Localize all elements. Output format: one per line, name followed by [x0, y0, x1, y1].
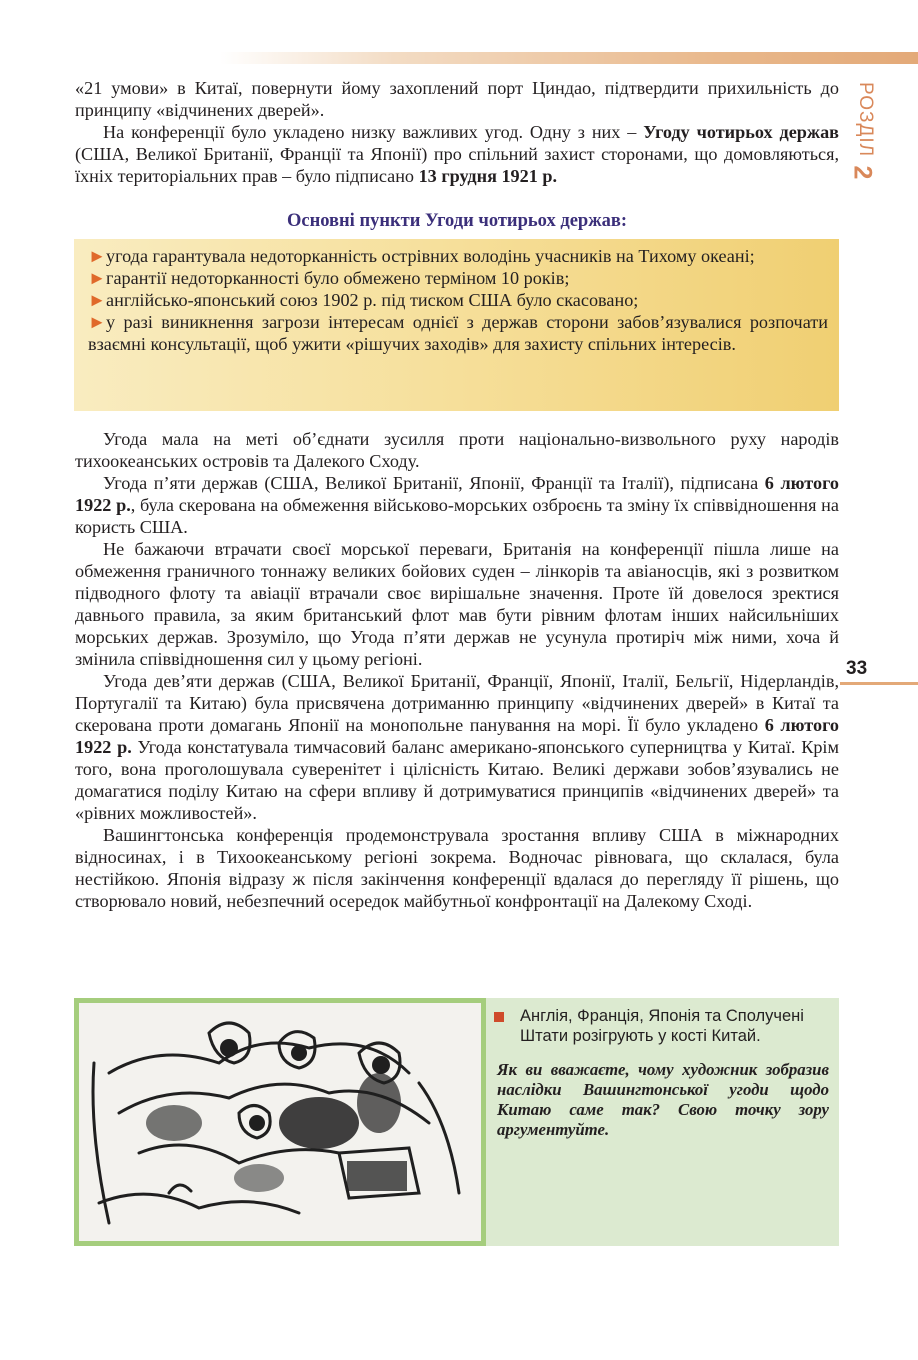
body-p2-text-c: , була скерована на обмеження військово-морських озброєнь та зміну їх співвідношення на користь США.: [75, 495, 839, 537]
key-point-text: гарантії недоторканності було обмежено терміном 10 років;: [106, 268, 570, 288]
body-paragraph-5: Вашингтонська конференція продемонструвала зростання впливу США в міжнародних відносинах, і в Тихоокеанському регіоні зокрема. Водночас рівновага, що склалася, була нестійкою. Японія відразу ж після закінчення конференції вдалася до перегляду її рішень, що створювало новий, небезпечний осередок майбутньої конфронтації на Далекому Сході.: [75, 825, 839, 911]
square-bullet-icon: [494, 1012, 504, 1022]
triangle-bullet-icon: ►: [88, 312, 107, 332]
triangle-bullet-icon: ►: [88, 268, 107, 288]
key-point-item: [88, 311, 828, 355]
key-point-text: угода гарантувала недоторканність острівних володінь учасників на Тихому океані;: [106, 246, 755, 266]
page-number-rule: [840, 682, 918, 685]
body-paragraph-1: Угода мала на меті об’єднати зусилля проти національно-визвольного руху народів тихоокеанських островів та Далекого Сходу.: [75, 429, 839, 471]
body-p2-text-a: Угода п’яти держав (США, Великої Британії, Японії, Франції та Італії), підписана: [103, 473, 765, 493]
section-number: 2: [848, 165, 877, 180]
key-point-text: англійсько-японський союз 1902 р. під тиском США було скасовано;: [106, 290, 639, 310]
key-points-box: [74, 239, 839, 411]
section-tab: [846, 82, 886, 202]
section-label: РОЗДІЛ: [855, 82, 876, 158]
caricature-image: [79, 1003, 481, 1241]
triangle-bullet-icon: ►: [88, 246, 107, 266]
key-point-item: [88, 289, 828, 311]
key-point-item: [88, 245, 828, 267]
body-paragraph-3: Не бажаючи втрачати своєї морської переваги, Британія на конференції пішла лише на обмеження граничного тоннажу великих бойових суден – лінкорів та авіаносців, які з розвитком підводного флоту та авіації втрачали своє вирішальне значення. Проте їй довелося зректися давнього правила, за яким британський флот мав бути рівним флотам інших найсильніших морських держав. Зрозуміло, що Угода п’яти держав не усунула протиріч між ними, хоча й змінила співвідношення сил у цьому регіоні.: [75, 539, 839, 669]
body-paragraph-4: [75, 670, 839, 824]
intro-paragraph-1: «21 умови» в Китаї, повернути йому захоплений порт Циндао, підтвердити прихильність до принципу «відчинених дверей».: [75, 78, 839, 120]
key-point-item: [88, 267, 828, 289]
body-paragraph-2: [75, 472, 839, 538]
intro-p2-text-c: (США, Великої Британії, Франції та Японії) про спільний захист сторонами, що домовляються, їхніх територіальних прав – було підписано: [75, 144, 839, 186]
intro-p2-text-a: На конференції було укладено низку важливих угод. Одну з них –: [103, 122, 644, 142]
intro-paragraph-2: [75, 121, 839, 187]
five-power-treaty-date: 6 лютого 1922 р.: [75, 473, 839, 515]
triangle-bullet-icon: ►: [88, 290, 107, 310]
four-power-treaty-term: Угоду чотирьох держав: [643, 122, 839, 142]
nine-power-treaty-date: 6 лютого 1922 р.: [75, 715, 839, 757]
intro-text: [75, 77, 839, 187]
four-power-treaty-date: 13 грудня 1921 р.: [418, 166, 558, 186]
body-p4-text-a: Угода дев’яти держав (США, Великої Британії, Франції, Японії, Італії, Бельгії, Нідерландів, Португалії та Китаю) була присвячена дотриманню принципу «відчинених дверей» в Китаї та скерована проти домагань Японії на монопольне панування на морі. Її було укладено: [75, 671, 839, 735]
body-text: [75, 428, 839, 912]
top-decorative-bar: [220, 52, 918, 64]
figure-question: Як ви вважаєте, чому художник зобразив наслідки Вашингтонської угоди щодо Китаю саме так? Свою точку зору аргументуйте.: [497, 1060, 829, 1139]
page-number: 33: [846, 658, 868, 679]
caricature-drawing: [79, 1003, 481, 1241]
section-heading: Основні пункти Угоди чотирьох держав:: [286, 211, 628, 231]
figure-caption: Англія, Франція, Японія та Сполучені Штати розігрують у кості Китай.: [520, 1007, 804, 1045]
key-point-text: у разі виникнення загрози інтересам однієї з держав сторони забов’язувалися розпочати взаємні консультації, щоб ужити «рішучих заходів» для захисту спільних інтересів.: [88, 312, 828, 354]
body-p4-text-c: Угода констатувала тимчасовий баланс американо-японського суперництва у Китаї. Крім того, вона проголошувала суверенітет і цілісність Китаю. Великі держави зобов’язувались не домагатися поділу Китаю на сфери впливу й дотримуватися принципів «відчинених дверей» та «рівних можливостей».: [75, 737, 839, 823]
